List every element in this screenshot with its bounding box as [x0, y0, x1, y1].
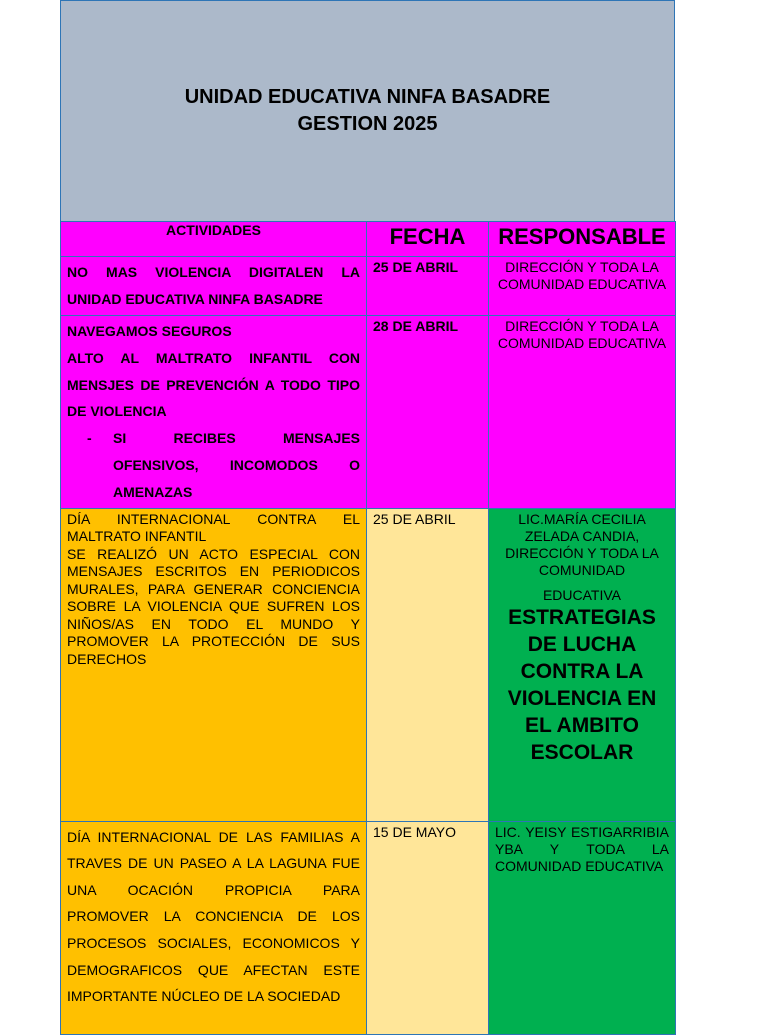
- activity-heading: NAVEGAMOS SEGUROS: [67, 323, 232, 339]
- responsible-cell: DIRECCIÓN Y TODA LA COMUNIDAD EDUCATIVA: [489, 316, 676, 509]
- responsible-names: LIC.MARÍA CECILIA ZELADA CANDIA, DIRECCIÓN Y TODA LA COMUNIDAD: [505, 510, 659, 578]
- table-row: [61, 257, 676, 316]
- date-cell: 28 DE ABRIL: [367, 316, 489, 509]
- responsible-cell: DIRECCIÓN Y TODA LA COMUNIDAD EDUCATIVA: [489, 257, 676, 316]
- header-date: FECHA: [367, 222, 489, 257]
- responsible-cell: LIC. YEISY ESTIGARRIBIA YBA Y TODA LA COMUNIDAD EDUCATIVA: [489, 821, 676, 1034]
- activity-cell: NO MAS VIOLENCIA DIGITALEN LA UNIDAD EDUCATIVA NINFA BASADRE: [61, 257, 367, 316]
- bullet-text: SI RECIBES MENSAJES OFENSIVOS, INCOMODOS O AMENAZAS: [113, 430, 360, 500]
- date-cell: 25 DE ABRIL: [367, 508, 489, 821]
- table-row: [61, 821, 676, 1034]
- activity-cell: [61, 508, 367, 821]
- strategies-heading: ESTRATEGIAS DE LUCHA CONTRA LA VIOLENCIA EN EL AMBITO ESCOLAR: [507, 605, 657, 764]
- activity-description: ALTO AL MALTRATO INFANTIL CON MENSJES DE PREVENCIÓN A TODO TIPO DE VIOLENCIA: [67, 349, 360, 420]
- activity-description: SE REALIZÓ UN ACTO ESPECIAL CON MENSAJES ESCRITOS EN PERIODICOS MURALES, PARA GENERAR CONCIENCIA SOBRE LA VIOLENCIA QUE SUFREN LOS NIÑOS/AS EN TODO EL MUNDO Y PROMOVER LA PROTECCIÓN DE SUS DERECHOS: [67, 545, 360, 667]
- bullet-item: [67, 425, 360, 505]
- activity-cell: [61, 316, 367, 509]
- activity-heading: DÍA INTERNACIONAL CONTRA EL MALTRATO INFANTIL: [67, 510, 360, 545]
- table-row: [61, 508, 676, 821]
- header-row: [61, 222, 676, 257]
- bullet-dash: -: [87, 430, 92, 447]
- activity-cell: DÍA INTERNACIONAL DE LAS FAMILIAS A TRAVES DE UN PASEO A LA LAGUNA FUE UNA OCACIÓN PROPICIA PARA PROMOVER LA CONCIENCIA DE LOS PROCESOS SOCIALES, ECONOMICOS Y DEMOGRAFICOS QUE AFECTAN ESTE IMPORTANTE NÚCLEO DE LA SOCIEDAD: [61, 821, 367, 1034]
- date-cell: 25 DE ABRIL: [367, 257, 489, 316]
- date-cell: 15 DE MAYO: [367, 821, 489, 1034]
- responsible-educativa: EDUCATIVA: [542, 586, 622, 603]
- activities-table: [60, 221, 676, 1035]
- school-title: UNIDAD EDUCATIVA NINFA BASADRE: [184, 86, 551, 108]
- header-responsible: RESPONSABLE: [489, 222, 676, 257]
- table-row: [61, 316, 676, 509]
- title-box: [60, 0, 675, 222]
- gestion-title: GESTION 2025: [297, 113, 438, 135]
- header-activities: ACTIVIDADES: [61, 222, 367, 257]
- responsible-cell: [489, 508, 676, 821]
- document-page: [60, 0, 675, 1024]
